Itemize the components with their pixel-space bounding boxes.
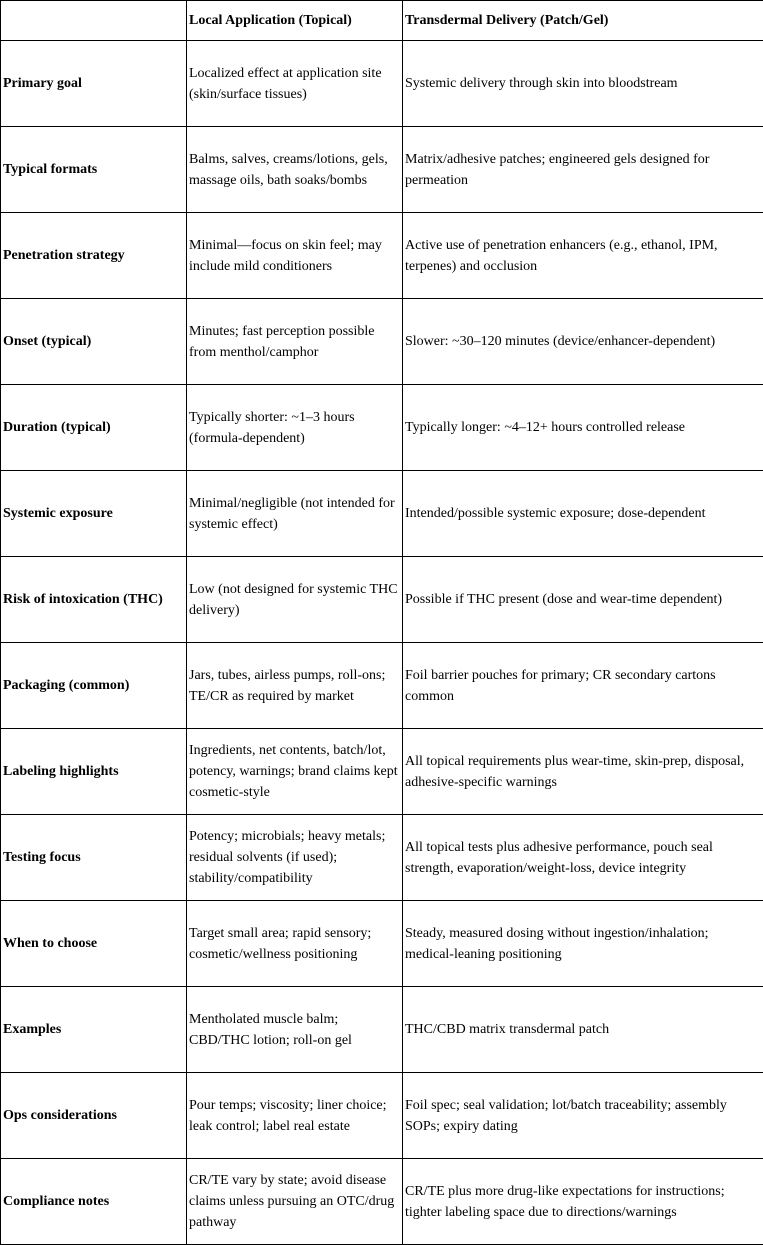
row-label: Typical formats: [1, 127, 187, 213]
topical-cell: Localized effect at application site (skin/surface tissues): [187, 41, 403, 127]
table-row: [1, 471, 763, 557]
transdermal-cell: Active use of penetration enhancers (e.g., ethanol, IPM, terpenes) and occlusion: [403, 213, 763, 299]
topical-cell: Pour temps; viscosity; liner choice; leak control; label real estate: [187, 1073, 403, 1159]
transdermal-cell: All topical requirements plus wear-time, skin-prep, disposal, adhesive-specific warnings: [403, 729, 763, 815]
transdermal-cell: Matrix/adhesive patches; engineered gels designed for permeation: [403, 127, 763, 213]
header-corner: [1, 1, 187, 41]
topical-cell: Typically shorter: ~1–3 hours (formula-dependent): [187, 385, 403, 471]
transdermal-cell: Foil barrier pouches for primary; CR secondary cartons common: [403, 643, 763, 729]
row-label: Systemic exposure: [1, 471, 187, 557]
topical-cell: Mentholated muscle balm; CBD/THC lotion; roll-on gel: [187, 987, 403, 1073]
topical-cell: Target small area; rapid sensory; cosmetic/wellness positioning: [187, 901, 403, 987]
topical-cell: Potency; microbials; heavy metals; residual solvents (if used); stability/compatibility: [187, 815, 403, 901]
transdermal-cell: Intended/possible systemic exposure; dose-dependent: [403, 471, 763, 557]
transdermal-cell: Slower: ~30–120 minutes (device/enhancer-dependent): [403, 299, 763, 385]
table-row: [1, 385, 763, 471]
table-row: [1, 213, 763, 299]
table-row: [1, 987, 763, 1073]
topical-cell: Minimal/negligible (not intended for systemic effect): [187, 471, 403, 557]
table-body: [1, 41, 763, 1245]
transdermal-cell: Foil spec; seal validation; lot/batch traceability; assembly SOPs; expiry dating: [403, 1073, 763, 1159]
table-header: [1, 1, 763, 41]
topical-cell: Low (not designed for systemic THC delivery): [187, 557, 403, 643]
row-label: Risk of intoxication (THC): [1, 557, 187, 643]
table-row: [1, 299, 763, 385]
transdermal-cell: All topical tests plus adhesive performance, pouch seal strength, evaporation/weight-loss, device integrity: [403, 815, 763, 901]
table-row: [1, 41, 763, 127]
topical-cell: Balms, salves, creams/lotions, gels, massage oils, bath soaks/bombs: [187, 127, 403, 213]
transdermal-cell: THC/CBD matrix transdermal patch: [403, 987, 763, 1073]
table-row: [1, 901, 763, 987]
table-row: [1, 557, 763, 643]
row-label: Packaging (common): [1, 643, 187, 729]
row-label: Onset (typical): [1, 299, 187, 385]
table-row: [1, 127, 763, 213]
header-row: [1, 1, 763, 41]
row-label: Compliance notes: [1, 1159, 187, 1245]
table-row: [1, 643, 763, 729]
row-label: Primary goal: [1, 41, 187, 127]
topical-cell: Minimal—focus on skin feel; may include mild conditioners: [187, 213, 403, 299]
row-label: Examples: [1, 987, 187, 1073]
transdermal-cell: Possible if THC present (dose and wear-time dependent): [403, 557, 763, 643]
row-label: Testing focus: [1, 815, 187, 901]
table-row: [1, 1073, 763, 1159]
transdermal-cell: Typically longer: ~4–12+ hours controlled release: [403, 385, 763, 471]
topical-cell: Ingredients, net contents, batch/lot, potency, warnings; brand claims kept cosmetic-style: [187, 729, 403, 815]
transdermal-cell: Steady, measured dosing without ingestion/inhalation; medical-leaning positioning: [403, 901, 763, 987]
transdermal-cell: Systemic delivery through skin into bloodstream: [403, 41, 763, 127]
table-row: [1, 815, 763, 901]
topical-cell: CR/TE vary by state; avoid disease claims unless pursuing an OTC/drug pathway: [187, 1159, 403, 1245]
row-label: When to choose: [1, 901, 187, 987]
header-transdermal: Transdermal Delivery (Patch/Gel): [403, 1, 763, 41]
row-label: Labeling highlights: [1, 729, 187, 815]
header-topical: Local Application (Topical): [187, 1, 403, 41]
row-label: Ops considerations: [1, 1073, 187, 1159]
transdermal-cell: CR/TE plus more drug-like expectations for instructions; tighter labeling space due to directions/warnings: [403, 1159, 763, 1245]
row-label: Duration (typical): [1, 385, 187, 471]
topical-cell: Jars, tubes, airless pumps, roll-ons; TE/CR as required by market: [187, 643, 403, 729]
row-label: Penetration strategy: [1, 213, 187, 299]
table-row: [1, 1159, 763, 1245]
topical-cell: Minutes; fast perception possible from menthol/camphor: [187, 299, 403, 385]
table-row: [1, 729, 763, 815]
